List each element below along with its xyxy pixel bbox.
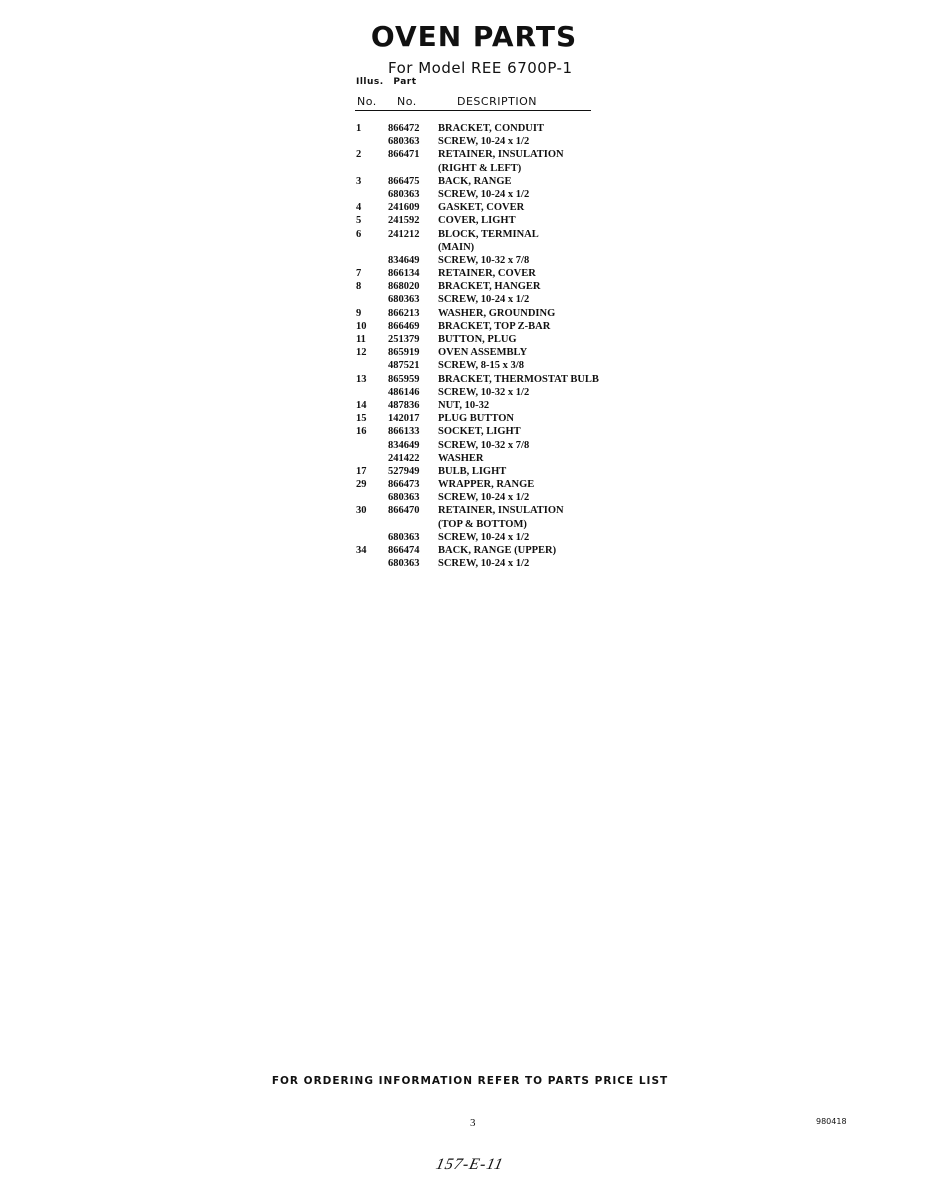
part-number: 527949: [388, 465, 420, 477]
part-description: BRACKET, CONDUIT: [438, 123, 544, 134]
table-row: [0, 188, 940, 201]
table-row: [0, 228, 940, 241]
table-row: [0, 214, 940, 227]
part-number: 241592: [388, 215, 420, 227]
table-row: [0, 148, 940, 161]
page-number: 3: [470, 1117, 476, 1129]
column-header-illus: No.: [357, 95, 377, 108]
part-description: (MAIN): [438, 241, 475, 253]
part-description: BULB, LIGHT: [438, 465, 507, 477]
part-description: BACK, RANGE: [438, 175, 512, 187]
parts-list: [0, 122, 940, 570]
table-row: [0, 359, 940, 372]
part-number: 866474: [388, 545, 420, 556]
table-row: [0, 478, 940, 491]
part-description: SCREW, 10-24 x 1/2: [438, 188, 530, 200]
column-illus-top: Illus.: [356, 77, 384, 87]
illus-number: 5: [356, 215, 362, 227]
part-description: SCREW, 10-24 x 1/2: [438, 558, 530, 570]
illus-number: 34: [356, 545, 367, 556]
illus-number: 4: [356, 202, 362, 214]
part-description: BACK, RANGE (UPPER): [438, 545, 557, 556]
table-row: [0, 135, 940, 148]
table-row: [0, 386, 940, 399]
part-number: 868020: [388, 281, 420, 293]
part-description: NUT, 10-32: [438, 399, 490, 411]
illus-number: 2: [356, 149, 362, 161]
table-row: [0, 504, 940, 517]
table-row: [0, 201, 940, 214]
part-number: 241212: [388, 228, 420, 240]
part-description: (TOP & BOTTOM): [438, 518, 527, 530]
table-row: [0, 307, 940, 320]
part-number: 866134: [388, 268, 420, 280]
part-description: RETAINER, INSULATION: [438, 505, 564, 517]
column-header-top: [356, 77, 423, 87]
part-number: 241422: [388, 452, 420, 464]
part-number: 866471: [388, 149, 420, 161]
illus-number: 13: [356, 373, 367, 385]
table-row: [0, 162, 940, 175]
part-description: BRACKET, THERMOSTAT BULB: [438, 373, 599, 385]
illus-number: 3: [356, 175, 362, 187]
part-description: SCREW, 10-24 x 1/2: [438, 136, 530, 148]
ordering-note: FOR ORDERING INFORMATION REFER TO PARTS PRICE LIST: [271, 1075, 669, 1087]
table-row: [0, 544, 940, 557]
part-number: 487836: [388, 399, 420, 411]
part-number: 866133: [388, 426, 420, 438]
table-row: [0, 320, 940, 333]
part-number: 486146: [388, 386, 420, 398]
part-number: 865919: [388, 347, 420, 359]
column-header-description: DESCRIPTION: [457, 95, 537, 108]
table-row: [0, 241, 940, 254]
table-row: [0, 412, 940, 425]
part-number: 251379: [388, 334, 420, 345]
handwritten-note: 157-E-11: [434, 1156, 506, 1173]
part-description: BRACKET, TOP Z-BAR: [438, 320, 551, 332]
illus-number: 6: [356, 228, 362, 240]
part-number: 142017: [388, 413, 420, 425]
table-row: [0, 254, 940, 267]
part-description: SCREW, 10-32 x 7/8: [438, 254, 530, 266]
table-row: [0, 439, 940, 452]
part-description: SCREW, 10-32 x 7/8: [438, 439, 530, 451]
part-description: RETAINER, INSULATION: [438, 149, 564, 161]
part-number: 487521: [388, 360, 420, 372]
table-row: [0, 518, 940, 531]
part-number: 866473: [388, 479, 420, 491]
table-row: [0, 346, 940, 359]
illus-number: 15: [356, 413, 367, 425]
part-description: GASKET, COVER: [438, 202, 525, 214]
table-row: [0, 280, 940, 293]
table-row: [0, 175, 940, 188]
table-row: [0, 557, 940, 570]
column-header-part: No.: [397, 95, 417, 108]
part-description: COVER, LIGHT: [438, 215, 516, 227]
part-description: SCREW, 10-24 x 1/2: [438, 531, 530, 543]
part-description: SCREW, 8-15 x 3/8: [438, 360, 524, 372]
illus-number: 16: [356, 426, 367, 438]
part-description: BUTTON, PLUG: [438, 334, 517, 345]
part-number: 834649: [388, 254, 420, 266]
table-row: [0, 122, 940, 135]
part-description: SCREW, 10-32 x 1/2: [438, 386, 530, 398]
table-row: [0, 425, 940, 438]
part-number: 241609: [388, 202, 420, 214]
part-description: WASHER: [438, 452, 484, 464]
part-number: 866213: [388, 307, 420, 319]
table-row: [0, 491, 940, 504]
part-number: 680363: [388, 188, 420, 200]
illus-number: 7: [356, 268, 362, 280]
part-number: 866472: [388, 123, 420, 134]
illus-number: 8: [356, 281, 362, 293]
part-number: 834649: [388, 439, 420, 451]
part-description: WRAPPER, RANGE: [438, 479, 535, 491]
model-subtitle: For Model REE 6700P-1: [388, 59, 573, 77]
document-number: 980418: [816, 1117, 847, 1126]
illus-number: 11: [356, 334, 366, 345]
part-number: 680363: [388, 558, 420, 570]
illus-number: 1: [356, 123, 362, 134]
page-title: OVEN PARTS: [370, 20, 578, 53]
table-row: [0, 267, 940, 280]
illus-number: 9: [356, 307, 362, 319]
part-number: 680363: [388, 531, 420, 543]
header-rule: [355, 110, 591, 111]
part-number: 866475: [388, 175, 420, 187]
table-row: [0, 399, 940, 412]
illus-number: 10: [356, 320, 367, 332]
part-description: BLOCK, TERMINAL: [438, 228, 539, 240]
illus-number: 12: [356, 347, 367, 359]
part-number: 680363: [388, 492, 420, 504]
part-description: SOCKET, LIGHT: [438, 426, 521, 438]
part-description: BRACKET, HANGER: [438, 281, 541, 293]
column-part-top: Part: [393, 77, 417, 87]
table-row: [0, 333, 940, 346]
part-description: RETAINER, COVER: [438, 268, 536, 280]
part-number: 680363: [388, 294, 420, 306]
part-number: 866469: [388, 320, 420, 332]
table-row: [0, 373, 940, 386]
table-row: [0, 465, 940, 478]
part-description: (RIGHT & LEFT): [438, 162, 522, 174]
part-description: OVEN ASSEMBLY: [438, 347, 528, 359]
table-row: [0, 293, 940, 306]
illus-number: 14: [356, 399, 367, 411]
illus-number: 17: [356, 465, 367, 477]
part-number: 680363: [388, 136, 420, 148]
part-description: PLUG BUTTON: [438, 413, 514, 425]
part-description: WASHER, GROUNDING: [438, 307, 556, 319]
part-number: 866470: [388, 505, 420, 517]
illus-number: 29: [356, 479, 367, 491]
illus-number: 30: [356, 505, 367, 517]
table-row: [0, 531, 940, 544]
part-description: SCREW, 10-24 x 1/2: [438, 294, 530, 306]
part-description: SCREW, 10-24 x 1/2: [438, 492, 530, 504]
part-number: 865959: [388, 373, 420, 385]
table-row: [0, 452, 940, 465]
